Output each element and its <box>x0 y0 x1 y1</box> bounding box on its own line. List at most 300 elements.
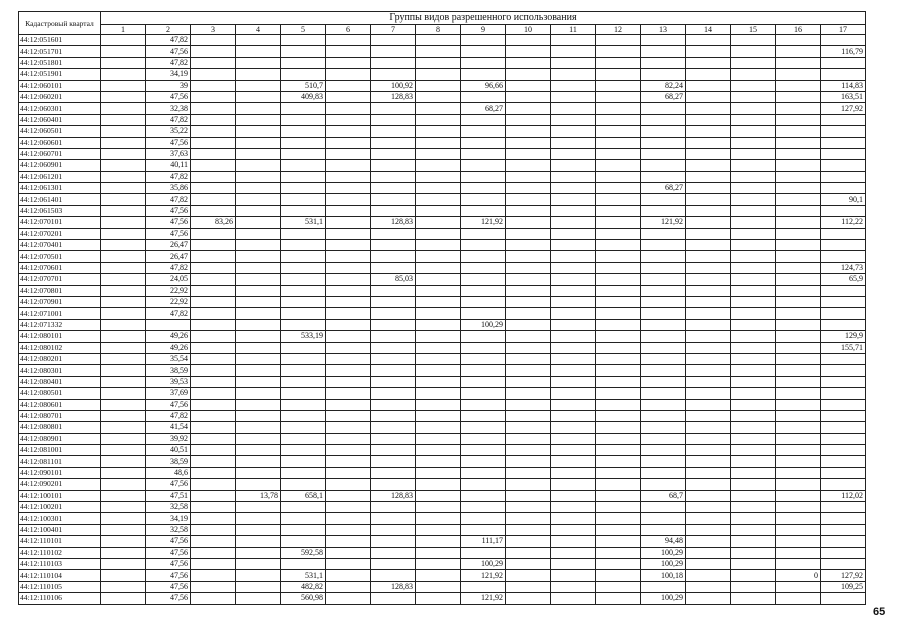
table-row <box>19 296 866 307</box>
value-cell <box>821 479 866 490</box>
value-cell <box>731 570 776 581</box>
value-cell: 128,83 <box>371 217 416 228</box>
value-cell <box>326 502 371 513</box>
value-cell <box>731 445 776 456</box>
value-cell <box>371 445 416 456</box>
value-cell <box>731 160 776 171</box>
value-cell <box>506 445 551 456</box>
value-cell <box>686 228 731 239</box>
value-cell <box>191 148 236 159</box>
value-cell <box>821 399 866 410</box>
value-cell <box>416 262 461 273</box>
value-cell <box>326 35 371 46</box>
table-row <box>19 513 866 524</box>
value-cell <box>236 376 281 387</box>
value-cell <box>281 171 326 182</box>
value-cell: 85,03 <box>371 274 416 285</box>
value-cell <box>191 376 236 387</box>
value-cell <box>281 479 326 490</box>
value-cell <box>281 399 326 410</box>
value-cell <box>596 285 641 296</box>
value-cell <box>641 342 686 353</box>
value-cell <box>731 171 776 182</box>
value-cell <box>686 570 731 581</box>
table-row <box>19 490 866 501</box>
cadastral-quarter-cell: 44:12:080501 <box>19 388 101 399</box>
value-cell <box>371 103 416 114</box>
value-cell <box>461 524 506 535</box>
value-cell <box>731 502 776 513</box>
value-cell <box>101 467 146 478</box>
value-cell <box>101 502 146 513</box>
value-cell <box>776 69 821 80</box>
value-cell <box>506 353 551 364</box>
value-cell <box>281 160 326 171</box>
value-cell <box>371 467 416 478</box>
value-cell <box>506 376 551 387</box>
value-cell <box>596 148 641 159</box>
value-cell <box>686 467 731 478</box>
value-cell <box>461 502 506 513</box>
value-cell <box>641 262 686 273</box>
value-cell: 658,1 <box>281 490 326 501</box>
value-cell <box>191 410 236 421</box>
value-cell <box>776 137 821 148</box>
value-cell <box>506 194 551 205</box>
value-cell <box>641 148 686 159</box>
value-cell <box>326 547 371 558</box>
value-cell <box>821 536 866 547</box>
value-cell <box>236 160 281 171</box>
table-row <box>19 285 866 296</box>
value-cell <box>416 490 461 501</box>
value-cell <box>776 445 821 456</box>
value-cell: 47,56 <box>146 205 191 216</box>
value-cell <box>821 183 866 194</box>
value-cell <box>461 171 506 182</box>
value-cell <box>326 433 371 444</box>
value-cell <box>506 456 551 467</box>
value-cell <box>326 422 371 433</box>
value-cell <box>326 80 371 91</box>
value-cell <box>506 422 551 433</box>
value-cell <box>236 331 281 342</box>
value-cell <box>596 274 641 285</box>
value-cell <box>686 35 731 46</box>
table-row <box>19 126 866 137</box>
value-cell <box>281 558 326 569</box>
value-cell <box>551 148 596 159</box>
value-cell: 68,27 <box>641 183 686 194</box>
table-row <box>19 502 866 513</box>
value-cell <box>416 91 461 102</box>
value-cell <box>326 91 371 102</box>
value-cell <box>281 308 326 319</box>
value-cell: 121,92 <box>641 217 686 228</box>
value-cell <box>416 240 461 251</box>
value-cell <box>191 160 236 171</box>
value-cell <box>101 205 146 216</box>
value-cell <box>191 194 236 205</box>
value-cell <box>191 581 236 592</box>
value-cell <box>596 217 641 228</box>
value-cell <box>101 228 146 239</box>
value-cell <box>731 126 776 137</box>
value-cell <box>506 57 551 68</box>
value-cell <box>461 456 506 467</box>
value-cell <box>506 365 551 376</box>
value-cell <box>236 103 281 114</box>
value-cell <box>596 422 641 433</box>
value-cell <box>191 570 236 581</box>
value-cell <box>326 148 371 159</box>
value-cell <box>101 217 146 228</box>
value-cell <box>191 308 236 319</box>
page-number: 65 <box>873 606 886 618</box>
value-cell <box>686 581 731 592</box>
value-cell: 155,71 <box>821 342 866 353</box>
value-cell <box>641 353 686 364</box>
value-cell <box>281 228 326 239</box>
value-cell <box>416 479 461 490</box>
value-cell <box>326 69 371 80</box>
value-cell <box>326 171 371 182</box>
value-cell: 32,38 <box>146 103 191 114</box>
value-cell <box>371 331 416 342</box>
value-cell <box>686 353 731 364</box>
value-cell: 39 <box>146 80 191 91</box>
value-cell <box>281 388 326 399</box>
value-cell <box>641 251 686 262</box>
value-cell <box>821 433 866 444</box>
table-row <box>19 217 866 228</box>
value-cell <box>596 433 641 444</box>
value-cell <box>281 126 326 137</box>
table-row <box>19 479 866 490</box>
value-cell <box>641 114 686 125</box>
value-cell <box>821 410 866 421</box>
table-row <box>19 114 866 125</box>
table-row <box>19 467 866 478</box>
value-cell <box>551 502 596 513</box>
value-cell <box>191 114 236 125</box>
value-cell <box>461 376 506 387</box>
value-cell <box>506 296 551 307</box>
value-cell <box>461 240 506 251</box>
value-cell: 121,92 <box>461 593 506 604</box>
value-cell <box>686 399 731 410</box>
value-cell <box>821 35 866 46</box>
table-row <box>19 388 866 399</box>
value-cell <box>461 581 506 592</box>
value-cell <box>461 331 506 342</box>
value-cell: 47,56 <box>146 228 191 239</box>
value-cell <box>101 308 146 319</box>
value-cell <box>506 331 551 342</box>
value-cell <box>416 342 461 353</box>
value-cell <box>461 228 506 239</box>
value-cell: 49,26 <box>146 342 191 353</box>
cadastral-quarter-cell: 44:12:090201 <box>19 479 101 490</box>
value-cell <box>821 69 866 80</box>
value-cell <box>551 296 596 307</box>
value-cell: 26,47 <box>146 251 191 262</box>
value-cell <box>101 593 146 604</box>
value-cell: 0 <box>776 570 821 581</box>
value-cell <box>236 513 281 524</box>
value-cell <box>731 285 776 296</box>
value-cell <box>281 365 326 376</box>
value-cell: 83,26 <box>191 217 236 228</box>
value-cell <box>686 251 731 262</box>
table-row <box>19 240 866 251</box>
value-cell <box>821 456 866 467</box>
value-cell <box>191 69 236 80</box>
value-cell <box>416 502 461 513</box>
value-cell <box>596 502 641 513</box>
value-cell <box>416 388 461 399</box>
value-cell: 47,56 <box>146 581 191 592</box>
value-cell <box>686 126 731 137</box>
value-cell <box>326 240 371 251</box>
value-cell: 32,58 <box>146 502 191 513</box>
value-cell <box>776 274 821 285</box>
value-cell <box>551 171 596 182</box>
value-cell <box>776 46 821 57</box>
value-cell: 34,19 <box>146 69 191 80</box>
table-row <box>19 262 866 273</box>
value-cell <box>686 331 731 342</box>
cadastral-quarter-cell: 44:12:090101 <box>19 467 101 478</box>
value-cell <box>551 422 596 433</box>
value-cell <box>551 183 596 194</box>
value-cell <box>191 342 236 353</box>
value-cell <box>686 308 731 319</box>
value-cell <box>326 513 371 524</box>
value-cell <box>236 137 281 148</box>
value-cell <box>776 160 821 171</box>
value-cell <box>551 581 596 592</box>
value-cell <box>371 502 416 513</box>
table-row <box>19 456 866 467</box>
column-number-header: 10 <box>506 25 551 35</box>
value-cell <box>596 331 641 342</box>
value-cell <box>191 91 236 102</box>
value-cell: 409,83 <box>281 91 326 102</box>
value-cell <box>776 285 821 296</box>
value-cell <box>686 240 731 251</box>
table-row <box>19 410 866 421</box>
cadastral-quarter-cell: 44:12:110102 <box>19 547 101 558</box>
value-cell <box>506 513 551 524</box>
value-cell <box>731 433 776 444</box>
value-cell <box>236 399 281 410</box>
table-row <box>19 274 866 285</box>
value-cell <box>776 126 821 137</box>
value-cell <box>821 502 866 513</box>
value-cell <box>506 80 551 91</box>
cadastral-quarter-cell: 44:12:070901 <box>19 296 101 307</box>
value-cell <box>371 547 416 558</box>
value-cell <box>686 433 731 444</box>
value-cell <box>641 479 686 490</box>
value-cell <box>821 513 866 524</box>
value-cell <box>326 285 371 296</box>
value-cell <box>551 353 596 364</box>
value-cell <box>281 467 326 478</box>
value-cell <box>146 319 191 330</box>
value-cell <box>731 558 776 569</box>
value-cell <box>416 410 461 421</box>
value-cell <box>686 456 731 467</box>
value-cell <box>596 228 641 239</box>
value-cell <box>821 251 866 262</box>
table-row <box>19 581 866 592</box>
cadastral-quarter-cell: 44:12:051901 <box>19 69 101 80</box>
cadastral-quarter-cell: 44:12:070101 <box>19 217 101 228</box>
value-cell <box>236 285 281 296</box>
value-cell <box>551 365 596 376</box>
cadastral-quarter-cell: 44:12:061201 <box>19 171 101 182</box>
value-cell: 127,92 <box>821 570 866 581</box>
value-cell <box>191 205 236 216</box>
value-cell: 41,54 <box>146 422 191 433</box>
value-cell <box>371 57 416 68</box>
value-cell <box>731 91 776 102</box>
value-cell <box>596 183 641 194</box>
value-cell <box>596 513 641 524</box>
table-row <box>19 57 866 68</box>
value-cell <box>731 69 776 80</box>
value-cell <box>191 456 236 467</box>
value-cell <box>686 46 731 57</box>
value-cell <box>551 69 596 80</box>
value-cell <box>101 80 146 91</box>
value-cell <box>371 160 416 171</box>
value-cell <box>416 148 461 159</box>
value-cell: 37,63 <box>146 148 191 159</box>
value-cell <box>776 365 821 376</box>
value-cell <box>731 251 776 262</box>
cadastral-quarter-cell: 44:12:071001 <box>19 308 101 319</box>
value-cell <box>596 137 641 148</box>
column-number-header: 3 <box>191 25 236 35</box>
value-cell: 47,82 <box>146 171 191 182</box>
table-row <box>19 205 866 216</box>
value-cell <box>326 376 371 387</box>
column-number-header: 4 <box>236 25 281 35</box>
table-row <box>19 445 866 456</box>
table-row <box>19 137 866 148</box>
value-cell <box>821 376 866 387</box>
value-cell <box>596 536 641 547</box>
value-cell: 35,54 <box>146 353 191 364</box>
column-number-header: 7 <box>371 25 416 35</box>
table-row <box>19 171 866 182</box>
value-cell <box>686 502 731 513</box>
value-cell <box>551 103 596 114</box>
value-cell <box>371 114 416 125</box>
value-cell <box>326 558 371 569</box>
value-cell <box>281 57 326 68</box>
value-cell <box>641 581 686 592</box>
value-cell <box>326 217 371 228</box>
value-cell <box>416 114 461 125</box>
value-cell <box>821 57 866 68</box>
cadastral-quarter-cell: 44:12:081101 <box>19 456 101 467</box>
value-cell <box>821 547 866 558</box>
value-cell <box>236 308 281 319</box>
value-cell <box>101 240 146 251</box>
table-row <box>19 570 866 581</box>
value-cell <box>371 126 416 137</box>
value-cell <box>461 342 506 353</box>
column-number-header: 17 <box>821 25 866 35</box>
table-row <box>19 80 866 91</box>
value-cell: 128,83 <box>371 581 416 592</box>
value-cell <box>461 410 506 421</box>
value-cell: 49,26 <box>146 331 191 342</box>
value-cell <box>551 467 596 478</box>
value-cell <box>236 91 281 102</box>
value-cell: 128,83 <box>371 91 416 102</box>
value-cell <box>236 251 281 262</box>
value-cell <box>191 536 236 547</box>
value-cell <box>461 262 506 273</box>
value-cell <box>371 35 416 46</box>
value-cell <box>686 57 731 68</box>
value-cell <box>596 342 641 353</box>
value-cell <box>731 513 776 524</box>
value-cell: 560,98 <box>281 593 326 604</box>
value-cell <box>731 80 776 91</box>
value-cell <box>416 285 461 296</box>
value-cell <box>506 262 551 273</box>
value-cell <box>236 388 281 399</box>
value-cell: 37,69 <box>146 388 191 399</box>
value-cell <box>596 69 641 80</box>
value-cell <box>326 228 371 239</box>
value-cell <box>461 285 506 296</box>
value-cell <box>191 524 236 535</box>
value-cell <box>236 456 281 467</box>
cadastral-quarter-cell: 44:12:070201 <box>19 228 101 239</box>
value-cell <box>281 183 326 194</box>
value-cell <box>101 513 146 524</box>
value-cell: 47,56 <box>146 570 191 581</box>
value-cell <box>596 410 641 421</box>
value-cell <box>326 183 371 194</box>
value-cell <box>101 160 146 171</box>
value-cell <box>191 319 236 330</box>
value-cell <box>281 296 326 307</box>
value-cell <box>596 262 641 273</box>
value-cell: 39,92 <box>146 433 191 444</box>
value-cell <box>416 547 461 558</box>
value-cell <box>641 126 686 137</box>
value-cell <box>281 536 326 547</box>
value-cell <box>101 114 146 125</box>
table-row <box>19 148 866 159</box>
value-cell <box>776 342 821 353</box>
value-cell <box>506 342 551 353</box>
value-cell <box>371 228 416 239</box>
value-cell <box>686 274 731 285</box>
value-cell <box>686 422 731 433</box>
value-cell <box>191 331 236 342</box>
cadastral-quarter-cell: 44:12:100301 <box>19 513 101 524</box>
value-cell <box>731 388 776 399</box>
